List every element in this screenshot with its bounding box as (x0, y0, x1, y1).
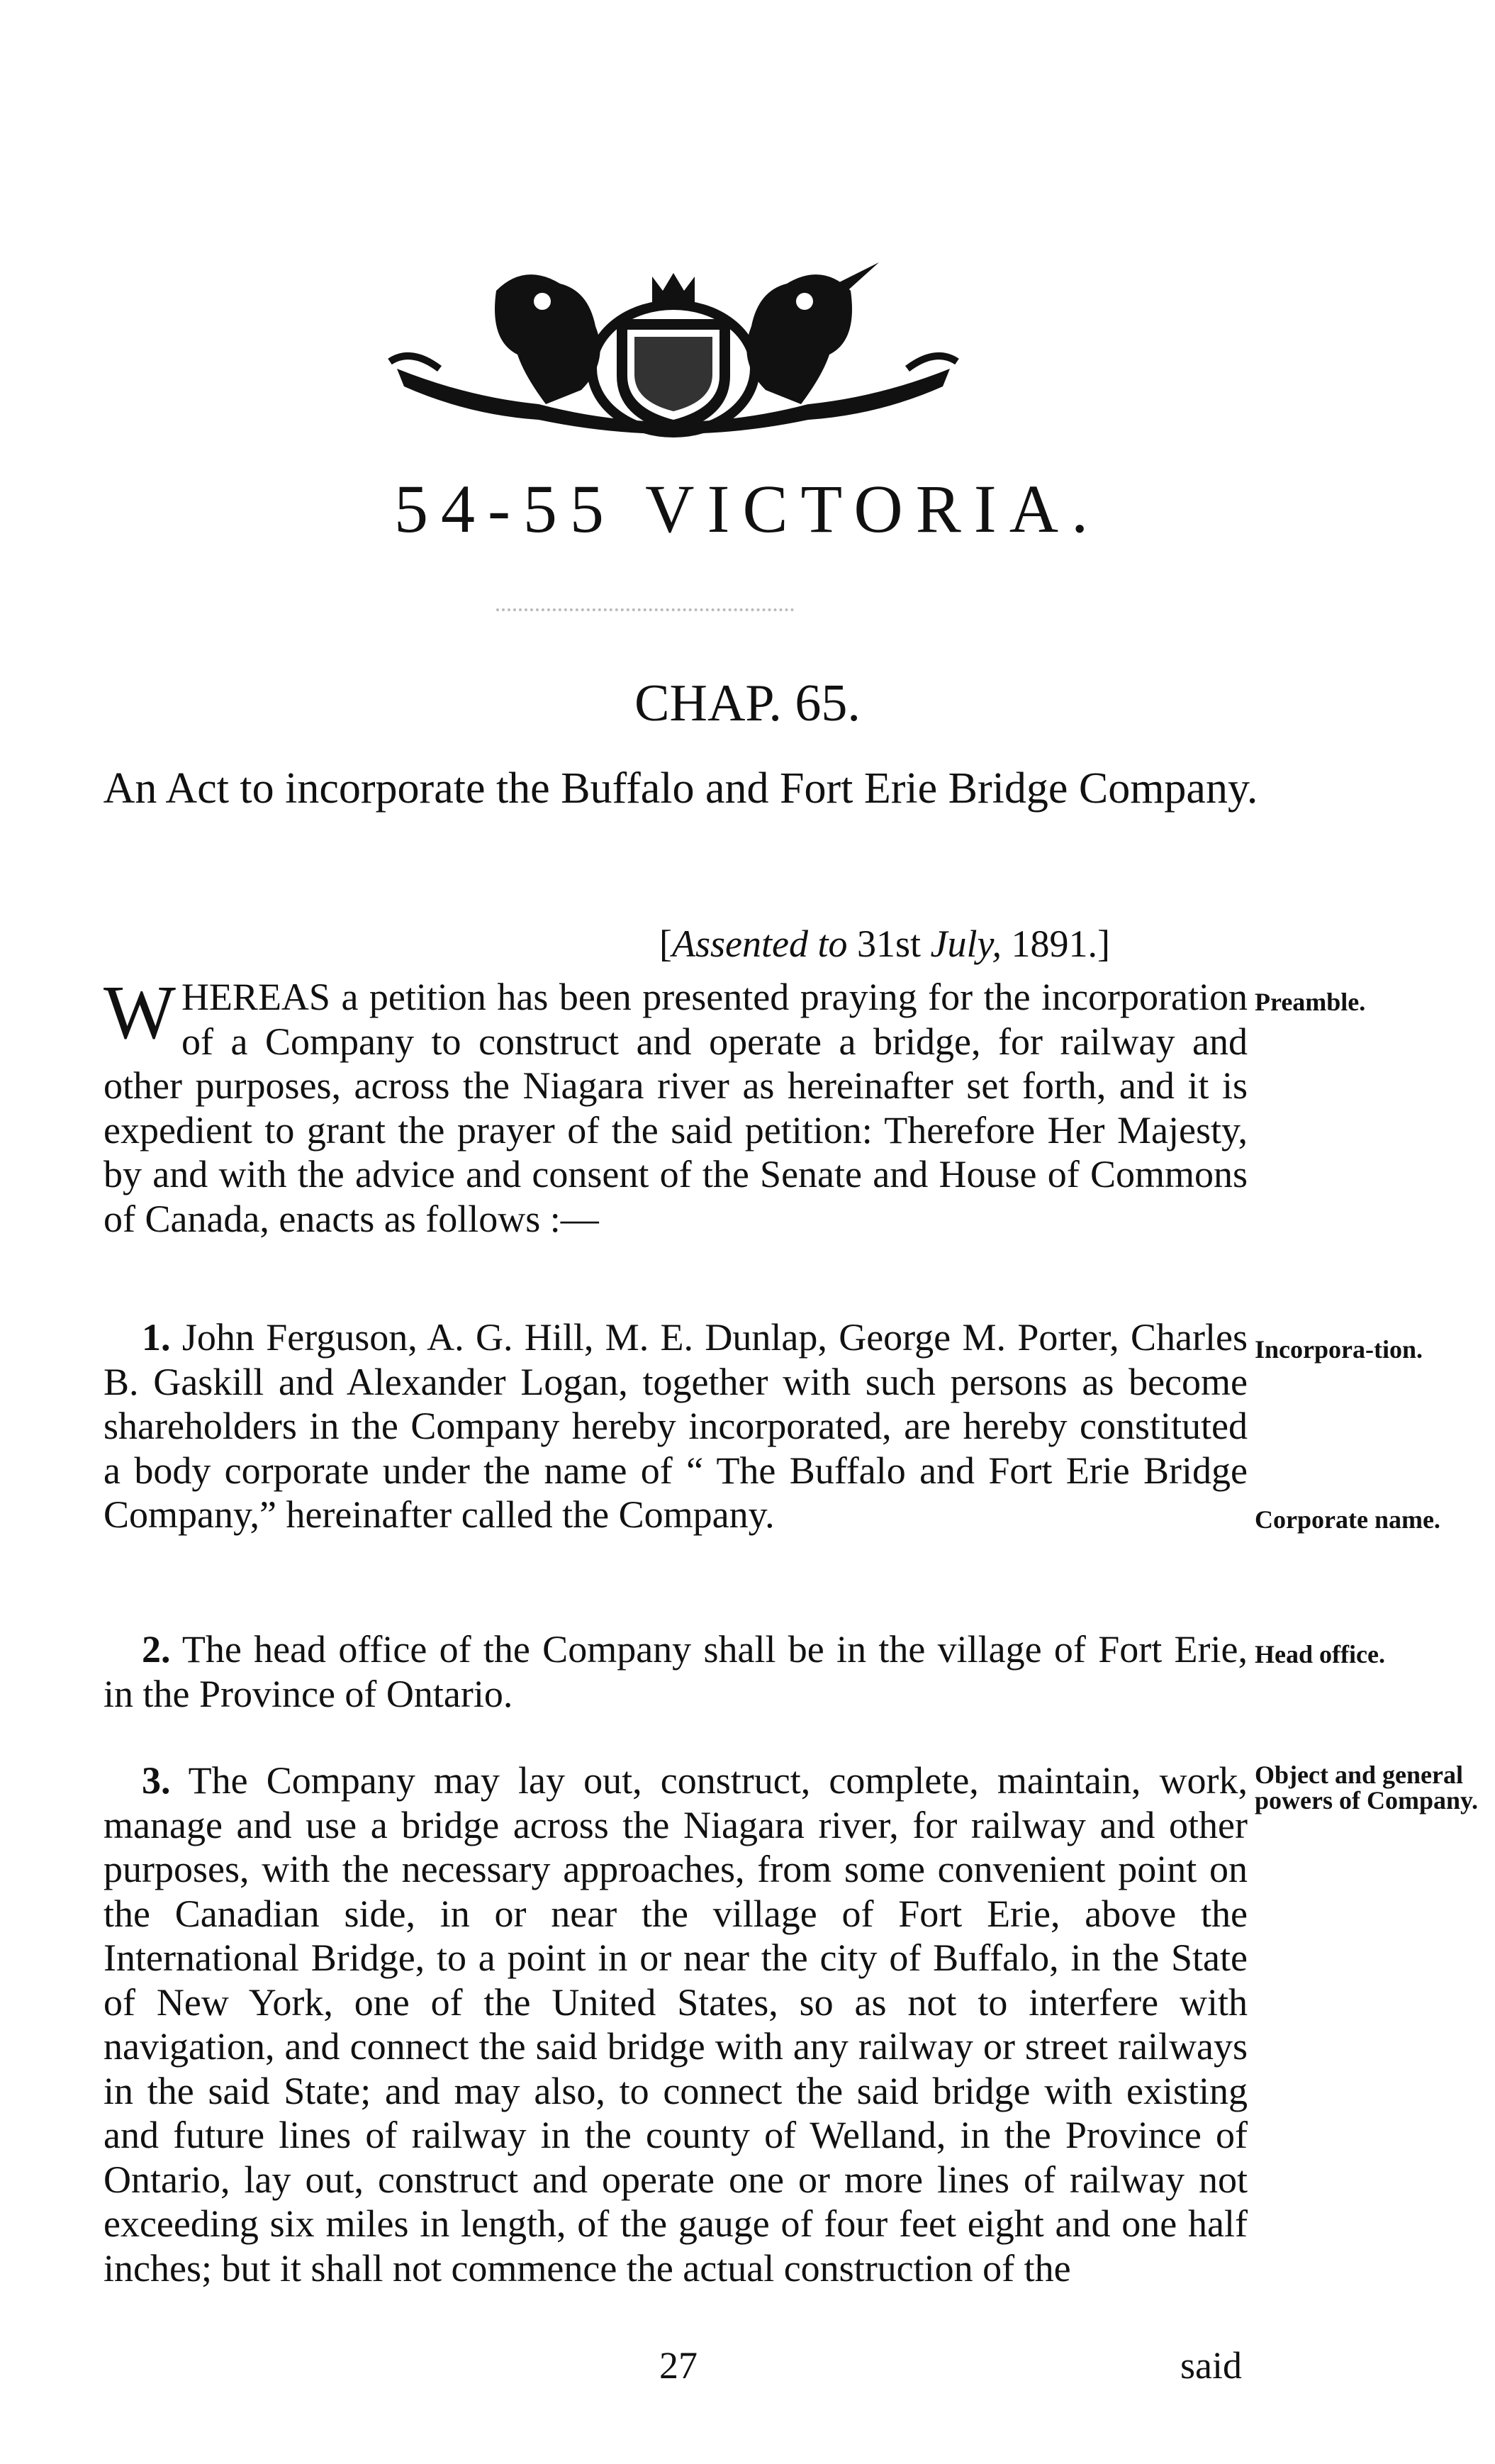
margin-note-head-office: Head office. (1255, 1640, 1385, 1668)
assent-label: Assented to (671, 922, 848, 965)
assent-year: 1891.] (1001, 922, 1110, 965)
margin-note-preamble: Preamble. (1255, 988, 1366, 1016)
dotted-divider (496, 608, 794, 611)
section-2-paragraph (103, 1627, 1248, 1716)
section-1-paragraph (103, 1315, 1248, 1537)
assent-date: 31st (847, 922, 931, 965)
section-3-paragraph (103, 1758, 1248, 2290)
section-text: John Ferguson, A. G. Hill, M. E. Dunlap, George M. Porter, Charles B. Gaskill and Alexander Logan, together with such persons as become shareholders in the Company hereby incorporated, are hereby constituted a body corporate under the name of “ The Buffalo and Fort Erie Bridge Company,” hereinafter called the Company. (103, 1316, 1248, 1536)
royal-coat-of-arms-icon (383, 262, 964, 447)
section-number: 1. (142, 1316, 171, 1359)
preamble-text: HEREAS a petition has been presented praying for the incorporation of a Company to construct and operate a bridge, for railway and other purposes, across the Niagara river as hereinafter set forth, and it is expedient to grant the prayer of the said petition: Therefore Her Majesty, by and with the advice and consent of the Senate and House of Commons of Canada, enacts as follows :— (103, 976, 1248, 1240)
section-text: The Company may lay out, construct, complete, maintain, work, manage and use a bridge across the Niagara river, for railway and other purposes, with the necessary approaches, from some convenient point on the Canadian side, in or near the village of Fort Erie, above the International Bridge, to a point in or near the city of Buffalo, in the State of New York, one of the United States, so as not to interfere with navigation, and connect the said bridge with any railway or street railways in the said State; and may also, to connect the said bridge with existing and future lines of railway in the county of Welland, in the Province of Ontario, lay out, construct and operate one or more lines of railway not exceeding six miles in length, of the gauge of four feet eight and one half inches; but it shall not commence the actual construction of the (103, 1759, 1248, 2290)
section-number: 2. (142, 1628, 171, 1671)
section-text: The head office of the Company shall be in the village of Fort Erie, in the Province of Ontario. (103, 1628, 1248, 1715)
assent-month: July, (930, 922, 1002, 965)
page-number: 27 (659, 2344, 698, 2387)
margin-note-corporate-name: Corporate name. (1255, 1505, 1440, 1534)
section-number: 3. (142, 1759, 171, 1802)
chapter-heading: CHAP. 65. (634, 674, 861, 732)
act-title: An Act to incorporate the Buffalo and Fort Erie Bridge Company. (103, 764, 1258, 813)
preamble-paragraph (103, 971, 1248, 1241)
margin-note-object: Object and general powers of Company. (1255, 1761, 1479, 1814)
assent-open: [ (659, 922, 672, 965)
margin-note-incorporation: Incorpora-tion. (1255, 1335, 1423, 1364)
act-series-title: 54-55 VICTORIA. (393, 471, 1102, 547)
drop-cap: W (103, 971, 176, 1055)
assent-line (659, 922, 1110, 966)
catchword: said (1180, 2344, 1242, 2387)
